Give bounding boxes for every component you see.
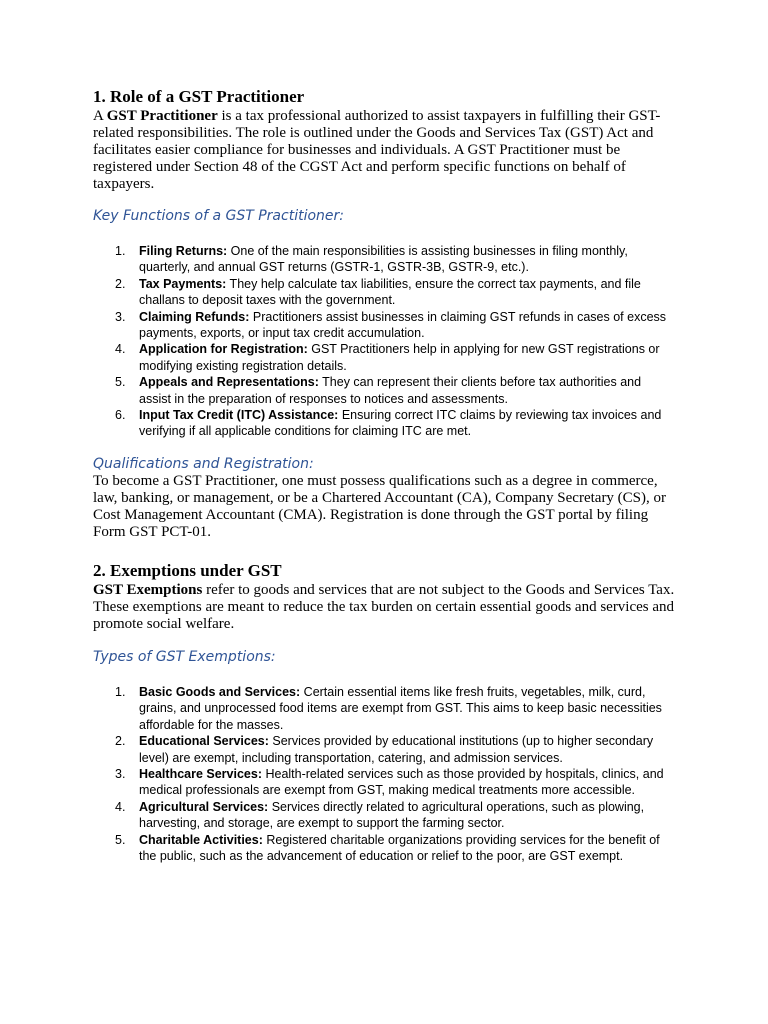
list-item [93,309,676,342]
qualifications-paragraph: To become a GST Practitioner, one must possess qualifications such as a degree in commerce, law, banking, or management, or be a Chartered Accountant (CA), Company Secretary (CS), or Cost Management Accountant (CMA). Registration is done through the GST portal by filing Form GST PCT-01. [93,472,667,540]
list-item [93,243,676,276]
section-1-intro [93,108,676,193]
list-item-label: Tax Payments: [139,276,227,291]
list-item-text: They help calculate tax liabilities, ensure the correct tax payments, and file challans to deposit taxes with the government. [139,276,641,308]
list-number: 4. [115,342,126,357]
list-item [93,733,676,766]
list-item-label: Healthcare Services: [139,766,262,781]
list-item-text: GST Practitioners help in applying for new GST registrations or modifying existing registration details. [139,342,660,373]
list-item [93,684,676,733]
list-item [93,374,676,407]
list-item [93,341,676,374]
list-item-text: Services directly related to agricultural operations, such as plowing, harvesting, and storage, are exempt to support the farming sector. [139,799,645,831]
intro-rest-text: refer to goods and services that are not subject to the Goods and Services Tax. These exemptions are meant to reduce the tax burden on certain essential goods and services and promote social welfare. [93,581,675,632]
section-2-title: 2. Exemptions under GST [93,560,282,580]
list-item-text: They can represent their clients before tax authorities and assist in the preparation of responses to notices and assessments. [139,375,642,406]
list-item-text: Certain essential items like fresh fruits, vegetables, milk, curd, grains, and unprocessed food items are exempt from GST. This aims to keep basic necessities affordable for the masses. [139,684,662,732]
list-item-label: Charitable Activities: [139,832,263,847]
section-1-title: 1. Role of a GST Practitioner [93,87,305,106]
qualifications-heading: Qualifications and Registration: [93,455,314,472]
section-2-intro [93,582,676,633]
types-heading: Types of GST Exemptions: [93,648,276,665]
list-number: 5. [115,375,126,390]
list-item [93,766,676,799]
list-number: 6. [115,408,126,423]
list-item-label: Educational Services: [139,734,269,749]
list-number: 4. [115,799,126,814]
list-item-label: Filing Returns: [139,244,228,258]
list-item-text: One of the main responsibilities is assisting businesses in filing monthly, quarterly, and annual GST returns (GSTR-1, GSTR-3B, GSTR-9, etc.). [139,244,628,275]
list-number: 2. [115,276,126,291]
list-item-text: Practitioners assist businesses in claiming GST refunds in cases of excess payments, exports, or input tax credit accumulation. [139,309,667,341]
list-item-label: Input Tax Credit (ITC) Assistance: [139,408,339,423]
list-number: 2. [115,734,126,749]
exemption-types-list [93,684,676,864]
list-item-label: Appeals and Representations: [139,375,319,390]
intro-bold-term: GST Exemptions [93,581,203,598]
list-number: 1. [115,244,126,258]
key-functions-heading: Key Functions of a GST Practitioner: [93,208,344,224]
list-item-text: Ensuring correct ITC claims by reviewing tax invoices and verifying if all applicable conditions for claiming ITC are met. [139,408,662,439]
list-item [93,407,676,440]
list-item [93,276,676,309]
list-number: 1. [115,684,126,699]
intro-rest-text: is a tax professional authorized to assist taxpayers in fulfilling their GST-related responsibilities. The role is outlined under the Goods and Services Tax (GST) Act and facilitates easier compliance for businesses and individuals. A GST Practitioner must be registered under Section 48 of the CGST Act and perform specific functions on behalf of taxpayers. [93,108,661,192]
list-item-text: Services provided by educational institutions (up to higher secondary level) are exempt, including transportation, catering, and admission services. [139,734,654,765]
list-item [93,832,676,865]
list-item-text: Registered charitable organizations providing services for the benefit of the public, such as the advancement of education or relief to the poor, are GST exempt. [139,832,660,863]
list-item-label: Claiming Refunds: [139,309,250,324]
list-item-text: Health-related services such as those provided by hospitals, clinics, and medical professionals are exempt from GST, making medical treatments more accessible. [139,766,664,798]
list-item [93,799,676,832]
list-item-label: Agricultural Services: [139,799,269,814]
key-functions-list [93,243,676,440]
list-number: 5. [115,832,126,847]
list-item-label: Basic Goods and Services: [139,684,301,699]
intro-lead-text: A [93,108,107,124]
list-number: 3. [115,309,126,324]
list-number: 3. [115,766,126,781]
list-item-label: Application for Registration: [139,342,308,357]
intro-bold-term: GST Practitioner [106,108,218,124]
